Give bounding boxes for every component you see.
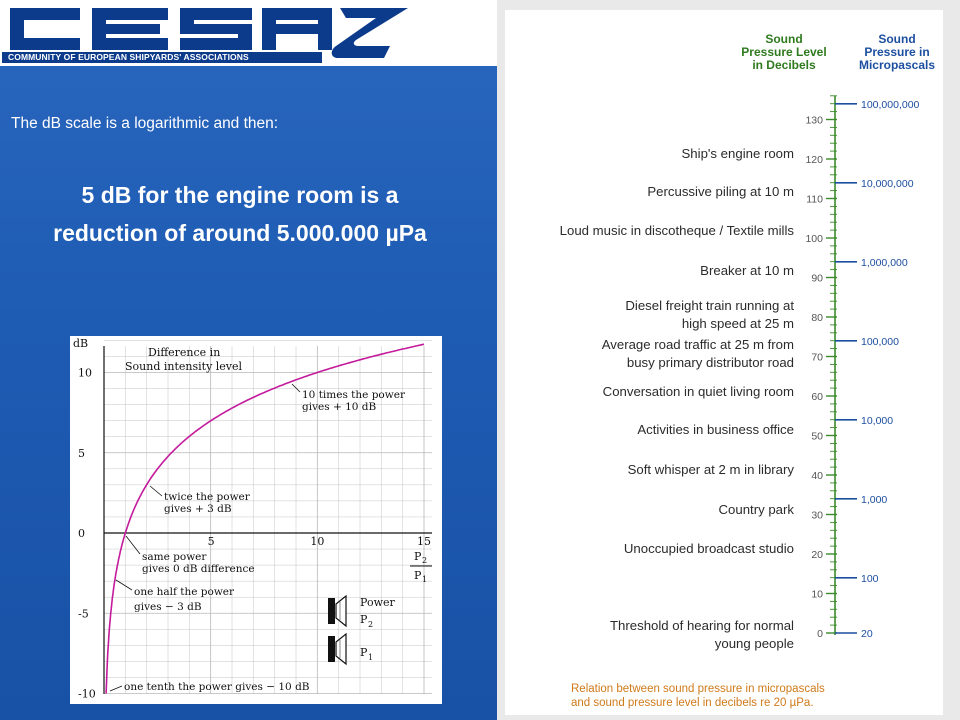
db-tick-label: 10 [811,588,823,601]
db-tick-label: 0 [817,628,823,640]
noise-source-label: Breaker at 10 m [700,263,794,278]
annotation-tenth: one tenth the power gives − 10 dB [124,681,310,693]
db-column-title: in Decibels [752,58,816,72]
chart-title-line-2: Sound intensity level [125,360,243,373]
annotation-1x-line-1: same power [142,551,207,563]
db-tick-label: 90 [811,272,823,285]
legend-power-label: Power [360,596,395,609]
noise-source-label: Ship's engine room [681,146,794,161]
noise-source-label: Conversation in quiet living room [602,384,794,399]
mpa-tick-label: 100 [861,572,879,585]
noise-source-label: Loud music in discotheque / Textile mills [559,223,794,238]
noise-source-label-cont: high speed at 25 m [681,316,794,331]
noise-source-label: Activities in business office [637,422,794,437]
header [0,0,497,66]
speaker-p2-icon-body [328,598,335,624]
noise-source-label: Threshold of hearing for normal [610,618,794,633]
noise-source-label: Country park [718,502,794,517]
y-tick-label: 0 [78,527,85,540]
headline [0,176,480,252]
x-tick-label: 5 [207,535,215,548]
x-tick-label: 15 [417,535,431,548]
noise-source-label: Unoccupied broadcast studio [623,541,794,556]
mpa-tick-label: 100,000 [861,335,899,348]
logo-tagline-bar [2,52,322,63]
headline-line-1: 5 dB for the engine room is a [81,182,399,208]
db-tick-label: 30 [811,509,823,522]
legend-p2-sub: 2 [368,620,374,629]
sound-pressure-scale [497,0,960,720]
annotation-10x-line-1: 10 times the power [302,389,405,401]
db-column-title: Pressure Level [741,45,827,59]
scale-caption-line-1: Relation between sound pressure in micropascals [571,683,825,695]
mpa-tick-label: 1,000,000 [861,256,908,269]
y-tick-label: 10 [78,366,92,380]
annotation-2x-line-2: gives + 3 dB [164,503,232,515]
scale-titles [741,32,935,72]
db-ratio-chart [70,336,442,704]
mpa-tick-label: 10,000 [861,414,894,427]
chart-title-line-1: Difference in [148,346,221,359]
annotation-half-line-2: gives − 3 dB [134,601,202,613]
db-tick-label: 40 [811,470,823,482]
db-tick-label: 120 [805,154,823,166]
scale-sources [560,146,795,651]
scale-caption-line-2: and sound pressure level in decibels re 20 µPa. [571,697,814,709]
y-tick-label: -10 [78,687,96,701]
annotation-1x-line-2: gives 0 dB difference [142,563,255,575]
mpa-tick-label: 1,000 [861,493,888,506]
ratio-numerator: P [414,550,422,563]
db-tick-label: 20 [811,549,823,561]
legend-p1-sub: 1 [368,653,374,662]
logo-tagline: COMMUNITY OF EUROPEAN SHIPYARDS' ASSOCIATIONS [8,52,249,62]
noise-source-label: Average road traffic at 25 m from [601,337,794,352]
noise-source-label: Percussive piling at 10 m [647,184,794,199]
noise-source-label-cont: busy primary distributor road [626,355,794,370]
db-tick-label: 100 [805,233,823,245]
mpa-column-title: Sound [878,32,916,46]
annotation-half-line-1: one half the power [134,586,235,598]
speaker-p1-icon-body [328,636,335,662]
mpa-column-title: Pressure in [864,45,930,59]
annotation-10x-line-2: gives + 10 dB [302,401,377,413]
scale-ruler [805,96,919,640]
db-tick-label: 60 [811,391,823,403]
y-axis-unit: dB [73,337,89,350]
noise-source-label-cont: young people [714,636,794,651]
ratio-denominator: P [414,569,422,582]
mpa-tick-label: 100,000,000 [861,98,920,111]
legend-p2: P [360,613,368,626]
noise-source-label: Soft whisper at 2 m in library [627,462,794,477]
legend-p1: P [360,646,368,659]
x-tick-label: 10 [310,535,325,548]
y-tick-label: -5 [78,607,89,621]
ratio-denominator-sub: 1 [422,575,428,584]
ratio-numerator-sub: 2 [422,556,428,565]
mpa-column-title: Micropascals [858,58,936,72]
db-tick-label: 50 [811,430,823,443]
db-tick-label: 70 [811,351,823,364]
annotation-2x-line-1: twice the power [164,491,250,503]
db-tick-label: 80 [811,312,823,324]
noise-source-label: Diesel freight train running at [625,298,794,313]
scale-caption [571,683,825,709]
db-column-title: Sound [765,32,803,46]
db-tick-label: 110 [806,193,823,206]
db-tick-label: 130 [805,114,823,127]
mpa-tick-label: 20 [861,628,873,640]
y-tick-label: 5 [78,446,85,460]
headline-line-2: reduction of around 5.000.000 µPa [53,220,427,246]
mpa-tick-label: 10,000,000 [861,177,914,190]
intro-text: The dB scale is a logarithmic and then: [11,115,279,132]
